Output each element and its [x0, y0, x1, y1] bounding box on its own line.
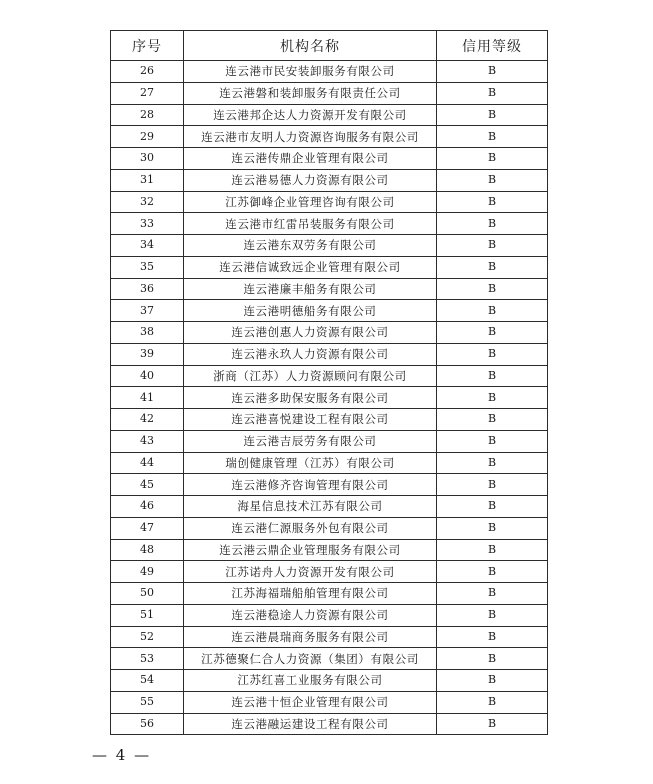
table-row: [111, 61, 548, 83]
credit-grade-cell: B: [437, 409, 548, 431]
institution-name-cell: 连云港云鼎企业管理服务有限公司: [184, 539, 437, 561]
serial-number-cell: 55: [111, 691, 184, 713]
serial-number-cell: 27: [111, 82, 184, 104]
table-row: [111, 539, 548, 561]
table-row: [111, 604, 548, 626]
table-row: [111, 322, 548, 344]
credit-grade-cell: B: [437, 104, 548, 126]
institution-name-cell: 连云港信诚致远企业管理有限公司: [184, 256, 437, 278]
serial-number-cell: 42: [111, 409, 184, 431]
institution-name-cell: 连云港明德船务有限公司: [184, 300, 437, 322]
credit-grade-cell: B: [437, 278, 548, 300]
credit-grade-cell: B: [437, 126, 548, 148]
table-row: [111, 670, 548, 692]
institution-name-cell: 连云港永玖人力资源有限公司: [184, 343, 437, 365]
institution-name-cell: 浙商（江苏）人力资源顾问有限公司: [184, 365, 437, 387]
institution-name-cell: 连云港传鼎企业管理有限公司: [184, 148, 437, 170]
credit-grade-cell: B: [437, 387, 548, 409]
serial-number-cell: 33: [111, 213, 184, 235]
table-row: [111, 409, 548, 431]
institution-name-cell: 连云港喜悦建设工程有限公司: [184, 409, 437, 431]
header-serial-number: 序号: [111, 31, 184, 61]
table-row: [111, 583, 548, 605]
table-row: [111, 278, 548, 300]
credit-grade-cell: B: [437, 474, 548, 496]
credit-rating-table: [110, 30, 548, 735]
table-row: [111, 213, 548, 235]
institution-name-cell: 江苏御峰企业管理咨询有限公司: [184, 191, 437, 213]
table-row: [111, 474, 548, 496]
serial-number-cell: 54: [111, 670, 184, 692]
credit-grade-cell: B: [437, 61, 548, 83]
institution-name-cell: 瑞创健康管理（江苏）有限公司: [184, 452, 437, 474]
credit-grade-cell: B: [437, 496, 548, 518]
header-institution-name: 机构名称: [184, 31, 437, 61]
table-row: [111, 430, 548, 452]
table-row: [111, 104, 548, 126]
table-row: [111, 517, 548, 539]
serial-number-cell: 40: [111, 365, 184, 387]
institution-name-cell: 连云港仁源服务外包有限公司: [184, 517, 437, 539]
serial-number-cell: 28: [111, 104, 184, 126]
institution-name-cell: 连云港廉丰船务有限公司: [184, 278, 437, 300]
credit-grade-cell: B: [437, 169, 548, 191]
table-row: [111, 169, 548, 191]
credit-grade-cell: B: [437, 300, 548, 322]
table-row: [111, 82, 548, 104]
institution-name-cell: 连云港吉辰劳务有限公司: [184, 430, 437, 452]
table-row: [111, 256, 548, 278]
table-row: [111, 365, 548, 387]
table-row: [111, 387, 548, 409]
institution-name-cell: 连云港多助保安服务有限公司: [184, 387, 437, 409]
credit-grade-cell: B: [437, 452, 548, 474]
serial-number-cell: 32: [111, 191, 184, 213]
institution-name-cell: 连云港晨瑞商务服务有限公司: [184, 626, 437, 648]
serial-number-cell: 31: [111, 169, 184, 191]
credit-grade-cell: B: [437, 670, 548, 692]
institution-name-cell: 连云港修齐咨询管理有限公司: [184, 474, 437, 496]
credit-grade-cell: B: [437, 148, 548, 170]
institution-name-cell: 连云港十恒企业管理有限公司: [184, 691, 437, 713]
credit-grade-cell: B: [437, 191, 548, 213]
institution-name-cell: 连云港市民安装卸服务有限公司: [184, 61, 437, 83]
institution-name-cell: 江苏红喜工业服务有限公司: [184, 670, 437, 692]
credit-grade-cell: B: [437, 583, 548, 605]
institution-name-cell: 连云港市友明人力资源咨询服务有限公司: [184, 126, 437, 148]
table-row: [111, 713, 548, 735]
serial-number-cell: 52: [111, 626, 184, 648]
table-row: [111, 561, 548, 583]
serial-number-cell: 46: [111, 496, 184, 518]
institution-name-cell: 连云港市红雷吊装服务有限公司: [184, 213, 437, 235]
credit-grade-cell: B: [437, 322, 548, 344]
serial-number-cell: 26: [111, 61, 184, 83]
table-row: [111, 191, 548, 213]
table-row: [111, 126, 548, 148]
serial-number-cell: 38: [111, 322, 184, 344]
serial-number-cell: 51: [111, 604, 184, 626]
header-credit-grade: 信用等级: [437, 31, 548, 61]
serial-number-cell: 36: [111, 278, 184, 300]
credit-grade-cell: B: [437, 365, 548, 387]
institution-name-cell: 江苏德聚仁合人力资源（集团）有限公司: [184, 648, 437, 670]
serial-number-cell: 43: [111, 430, 184, 452]
credit-grade-cell: B: [437, 430, 548, 452]
serial-number-cell: 44: [111, 452, 184, 474]
credit-grade-cell: B: [437, 713, 548, 735]
credit-grade-cell: B: [437, 235, 548, 257]
serial-number-cell: 41: [111, 387, 184, 409]
table-row: [111, 148, 548, 170]
page-number: — 4 —: [92, 746, 152, 764]
institution-name-cell: 连云港创惠人力资源有限公司: [184, 322, 437, 344]
serial-number-cell: 45: [111, 474, 184, 496]
table-row: [111, 343, 548, 365]
serial-number-cell: 37: [111, 300, 184, 322]
credit-grade-cell: B: [437, 648, 548, 670]
serial-number-cell: 50: [111, 583, 184, 605]
serial-number-cell: 34: [111, 235, 184, 257]
serial-number-cell: 29: [111, 126, 184, 148]
institution-name-cell: 连云港融运建设工程有限公司: [184, 713, 437, 735]
credit-grade-cell: B: [437, 213, 548, 235]
serial-number-cell: 48: [111, 539, 184, 561]
institution-name-cell: 连云港稳途人力资源有限公司: [184, 604, 437, 626]
table-header-row: [111, 31, 548, 61]
institution-name-cell: 江苏海福瑞船舶管理有限公司: [184, 583, 437, 605]
serial-number-cell: 53: [111, 648, 184, 670]
institution-name-cell: 连云港邦企达人力资源开发有限公司: [184, 104, 437, 126]
credit-grade-cell: B: [437, 539, 548, 561]
table-row: [111, 626, 548, 648]
table-row: [111, 691, 548, 713]
credit-grade-cell: B: [437, 691, 548, 713]
table-row: [111, 496, 548, 518]
credit-grade-cell: B: [437, 82, 548, 104]
serial-number-cell: 39: [111, 343, 184, 365]
credit-grade-cell: B: [437, 517, 548, 539]
credit-grade-cell: B: [437, 343, 548, 365]
credit-grade-cell: B: [437, 256, 548, 278]
serial-number-cell: 49: [111, 561, 184, 583]
credit-grade-cell: B: [437, 561, 548, 583]
serial-number-cell: 56: [111, 713, 184, 735]
table-row: [111, 452, 548, 474]
table-body: [111, 61, 548, 735]
institution-name-cell: 连云港易德人力资源有限公司: [184, 169, 437, 191]
institution-name-cell: 连云港东双劳务有限公司: [184, 235, 437, 257]
credit-grade-cell: B: [437, 626, 548, 648]
table-row: [111, 235, 548, 257]
institution-name-cell: 海星信息技术江苏有限公司: [184, 496, 437, 518]
table-row: [111, 300, 548, 322]
serial-number-cell: 30: [111, 148, 184, 170]
credit-grade-cell: B: [437, 604, 548, 626]
serial-number-cell: 35: [111, 256, 184, 278]
table-row: [111, 648, 548, 670]
institution-name-cell: 连云港磐和装卸服务有限责任公司: [184, 82, 437, 104]
serial-number-cell: 47: [111, 517, 184, 539]
institution-name-cell: 江苏诺舟人力资源开发有限公司: [184, 561, 437, 583]
